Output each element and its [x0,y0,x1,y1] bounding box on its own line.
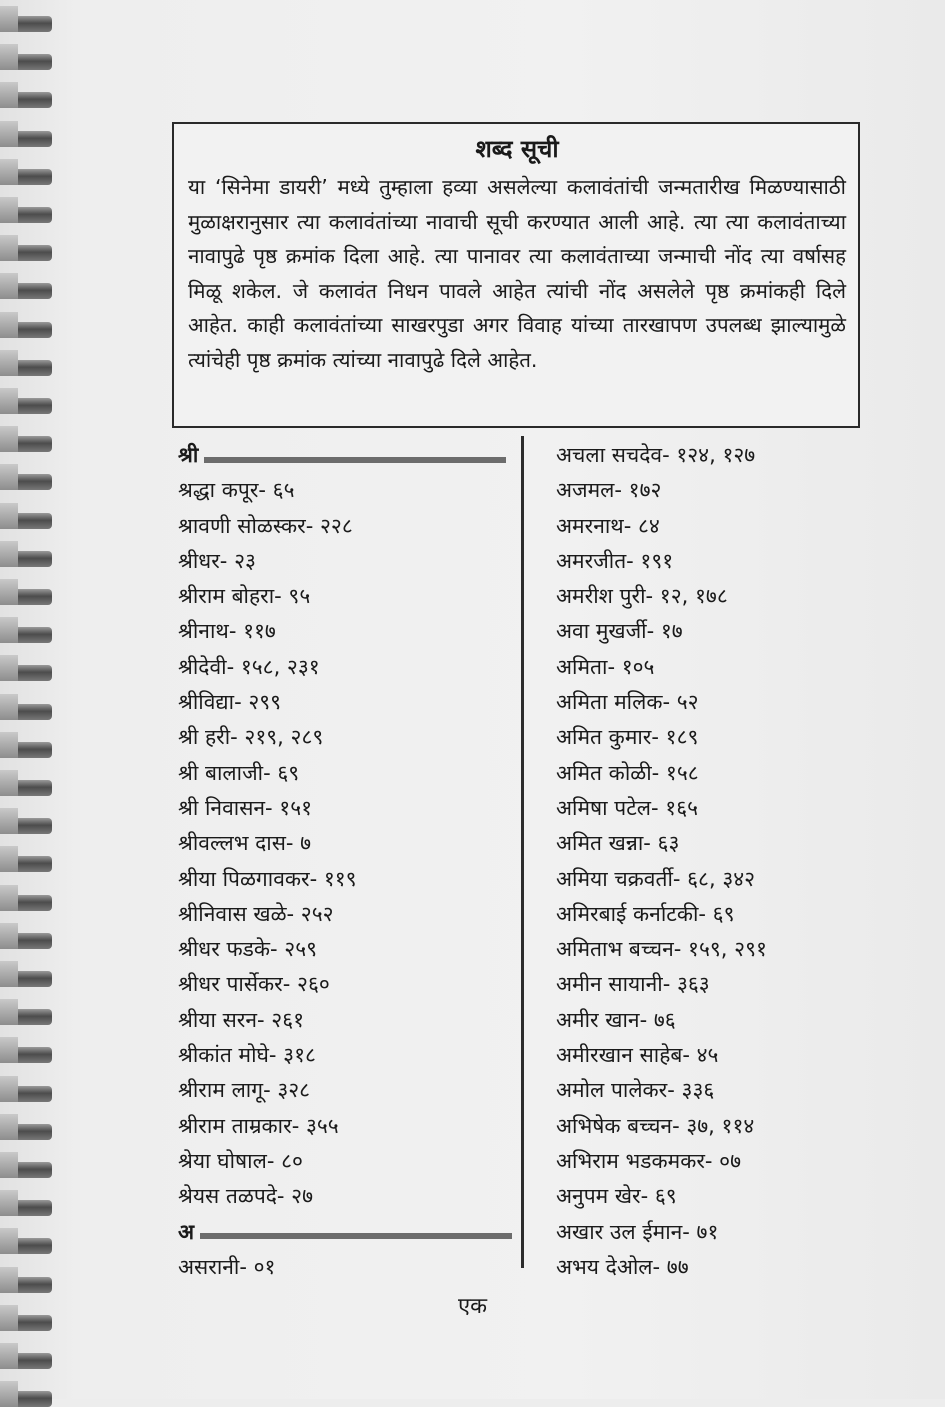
heading-rule [200,1233,512,1239]
spiral-coil [0,503,18,529]
spiral-coil [0,6,18,32]
spiral-coil [0,617,18,643]
section-heading-label: श्री [178,443,199,467]
index-entry: अनुपम खेर- ६९ [556,1184,677,1209]
notice-box [172,122,860,428]
index-entry: श्रावणी सोळस्कर- २२८ [178,513,353,538]
spiral-coil [0,159,18,185]
spiral-coil [0,846,18,872]
spiral-coil [0,44,18,70]
index-entry: श्रीनाथ- ११७ [178,619,276,644]
index-entry: अखार उल ईमान- ७१ [556,1219,719,1244]
spiral-coil [0,1076,18,1102]
index-entry: अमोल पालेकर- ३३६ [556,1078,715,1103]
index-entry: श्रीधर पार्सेकर- २६० [178,972,330,997]
index-entry: अमीरखान साहेब- ४५ [556,1043,719,1068]
index-entry: अमीन सायानी- ३६३ [556,972,710,997]
index-right-column [556,438,896,1285]
index-entry: अभिषेक बच्चन- ३७, ११४ [556,1113,755,1138]
index-entry: श्रीया सरन- २६१ [178,1007,305,1032]
spiral-coil [0,923,18,949]
index-entry: श्रीराम लागू- ३२८ [178,1078,311,1103]
section-heading-label: अ [178,1219,195,1244]
index-entry: अमरजीत- १९१ [556,548,674,573]
heading-rule [204,457,506,463]
index-entry: अभिराम भडकमकर- ०७ [556,1148,742,1173]
spiral-coil [0,82,18,108]
index-entry: अमित कोळी- १५८ [556,760,699,785]
shri-entries [178,473,518,1214]
index-entry: श्रेया घोषाल- ८० [178,1148,303,1173]
index-entry: श्रीराम ताम्रकार- ३५५ [178,1113,339,1138]
index-entry: अमिरबाई कर्नाटकी- ६९ [556,901,735,926]
index-entry: अमरनाथ- ८४ [556,513,660,538]
spiral-coil [0,1037,18,1063]
spiral-coil [0,694,18,720]
index-entry: अमिया चक्रवर्ती- ६८, ३४२ [556,866,756,891]
spiral-coil [0,808,18,834]
section-heading-shri [178,438,518,473]
index-entry: श्रीवल्लभ दास- ७ [178,831,312,856]
spiral-coil [0,426,18,452]
index-entry: अजमल- १७२ [556,478,662,503]
spiral-coil [0,235,18,261]
index-entry: श्रेयस तळपदे- २७ [178,1184,314,1209]
spiral-coil [0,885,18,911]
spiral-coil [0,1381,18,1407]
index-entry: अभय देओल- ७७ [556,1254,689,1279]
spiral-coil [0,350,18,376]
index-entry: असरानी- ०१ [178,1254,276,1279]
index-entry: अमीर खान- ७६ [556,1007,676,1032]
spiral-coil [0,961,18,987]
spiral-coil [0,464,18,490]
spiral-coil [0,197,18,223]
index-entry: श्रीया पिळगावकर- ११९ [178,866,357,891]
spiral-coil [0,999,18,1025]
right-entries [556,438,896,1285]
spiral-binding [0,0,60,1399]
index-entry: श्रद्धा कपूर- ६५ [178,478,295,503]
index-entry: श्रीकांत मोघे- ३१८ [178,1043,316,1068]
index-entry: श्रीराम बोहरा- ९५ [178,584,311,609]
index-entry: श्री बालाजी- ६९ [178,760,300,785]
index-entry: श्रीधर- २३ [178,548,256,573]
spiral-coil [0,1190,18,1216]
index-entry: अमित कुमार- १८९ [556,725,699,750]
index-entry: अमित खन्ना- ६३ [556,831,680,856]
spiral-coil [0,1343,18,1369]
spiral-coil [0,273,18,299]
index-entry: अमिषा पटेल- १६५ [556,795,699,820]
spiral-coil [0,1267,18,1293]
spiral-coil [0,1114,18,1140]
spiral-coil [0,732,18,758]
page-number: एक [457,1294,488,1319]
index-entry: अमिता- १०५ [556,654,655,679]
index-entry: श्रीविद्या- २९९ [178,690,282,715]
spiral-coil [0,1228,18,1254]
spiral-coil [0,770,18,796]
index-entry: अमरीश पुरी- १२, १७८ [556,584,728,609]
a-entries [178,1250,518,1285]
index-entry: अमिता मलिक- ५२ [556,690,699,715]
notice-title: शब्द सूची [475,135,559,163]
index-entry: श्रीनिवास खळे- २५२ [178,901,334,926]
index-entry: श्रीधर फडके- २५९ [178,937,318,962]
spiral-coil [0,541,18,567]
index-entry: श्री निवासन- १५१ [178,795,313,820]
index-entry: अवा मुखर्जी- १७ [556,619,683,644]
spiral-coil [0,312,18,338]
index-entry: अचला सचदेव- १२४, १२७ [556,443,756,467]
notice-body: या ‘सिनेमा डायरी’ मध्ये तुम्हाला हव्या असलेल्या कलावंतांची जन्मतारीख मिळण्यासाठी मुळाक्षरानुसार त्या कलावंतांच्या नावाची सूची करण्यात आली आहे. त्या त्या कलावंताच्या नावापुढे पृष्ठ क्रमांक दिला आहे. त्या पानावर त्या कलावंताच्या जन्माची नोंद त्या वर्षासह मिळू शकेल. जे कलावंत निधन पावले आहेत त्यांची नोंद असलेले पृष्ठ क्रमांकही दिले आहेत. काही कलावंतांच्या साखरपुडा अगर विवाह यांच्या तारखापण उपलब्ध झाल्यामुळे त्यांचेही पृष्ठ क्रमांक त्यांच्या नावापुढे दिले आहेत. [188,175,846,372]
index-entry: श्रीदेवी- १५८, २३१ [178,654,320,679]
index-entry: श्री हरी- २१९, २८९ [178,725,324,750]
spiral-coil [0,655,18,681]
index-entry: अमिताभ बच्चन- १५९, २९१ [556,937,767,962]
section-heading-a [178,1215,518,1250]
spiral-coil [0,121,18,147]
column-divider [521,436,524,1268]
spiral-coil [0,1152,18,1178]
spiral-coil [0,579,18,605]
index-left-column [178,438,518,1285]
spiral-coil [0,388,18,414]
